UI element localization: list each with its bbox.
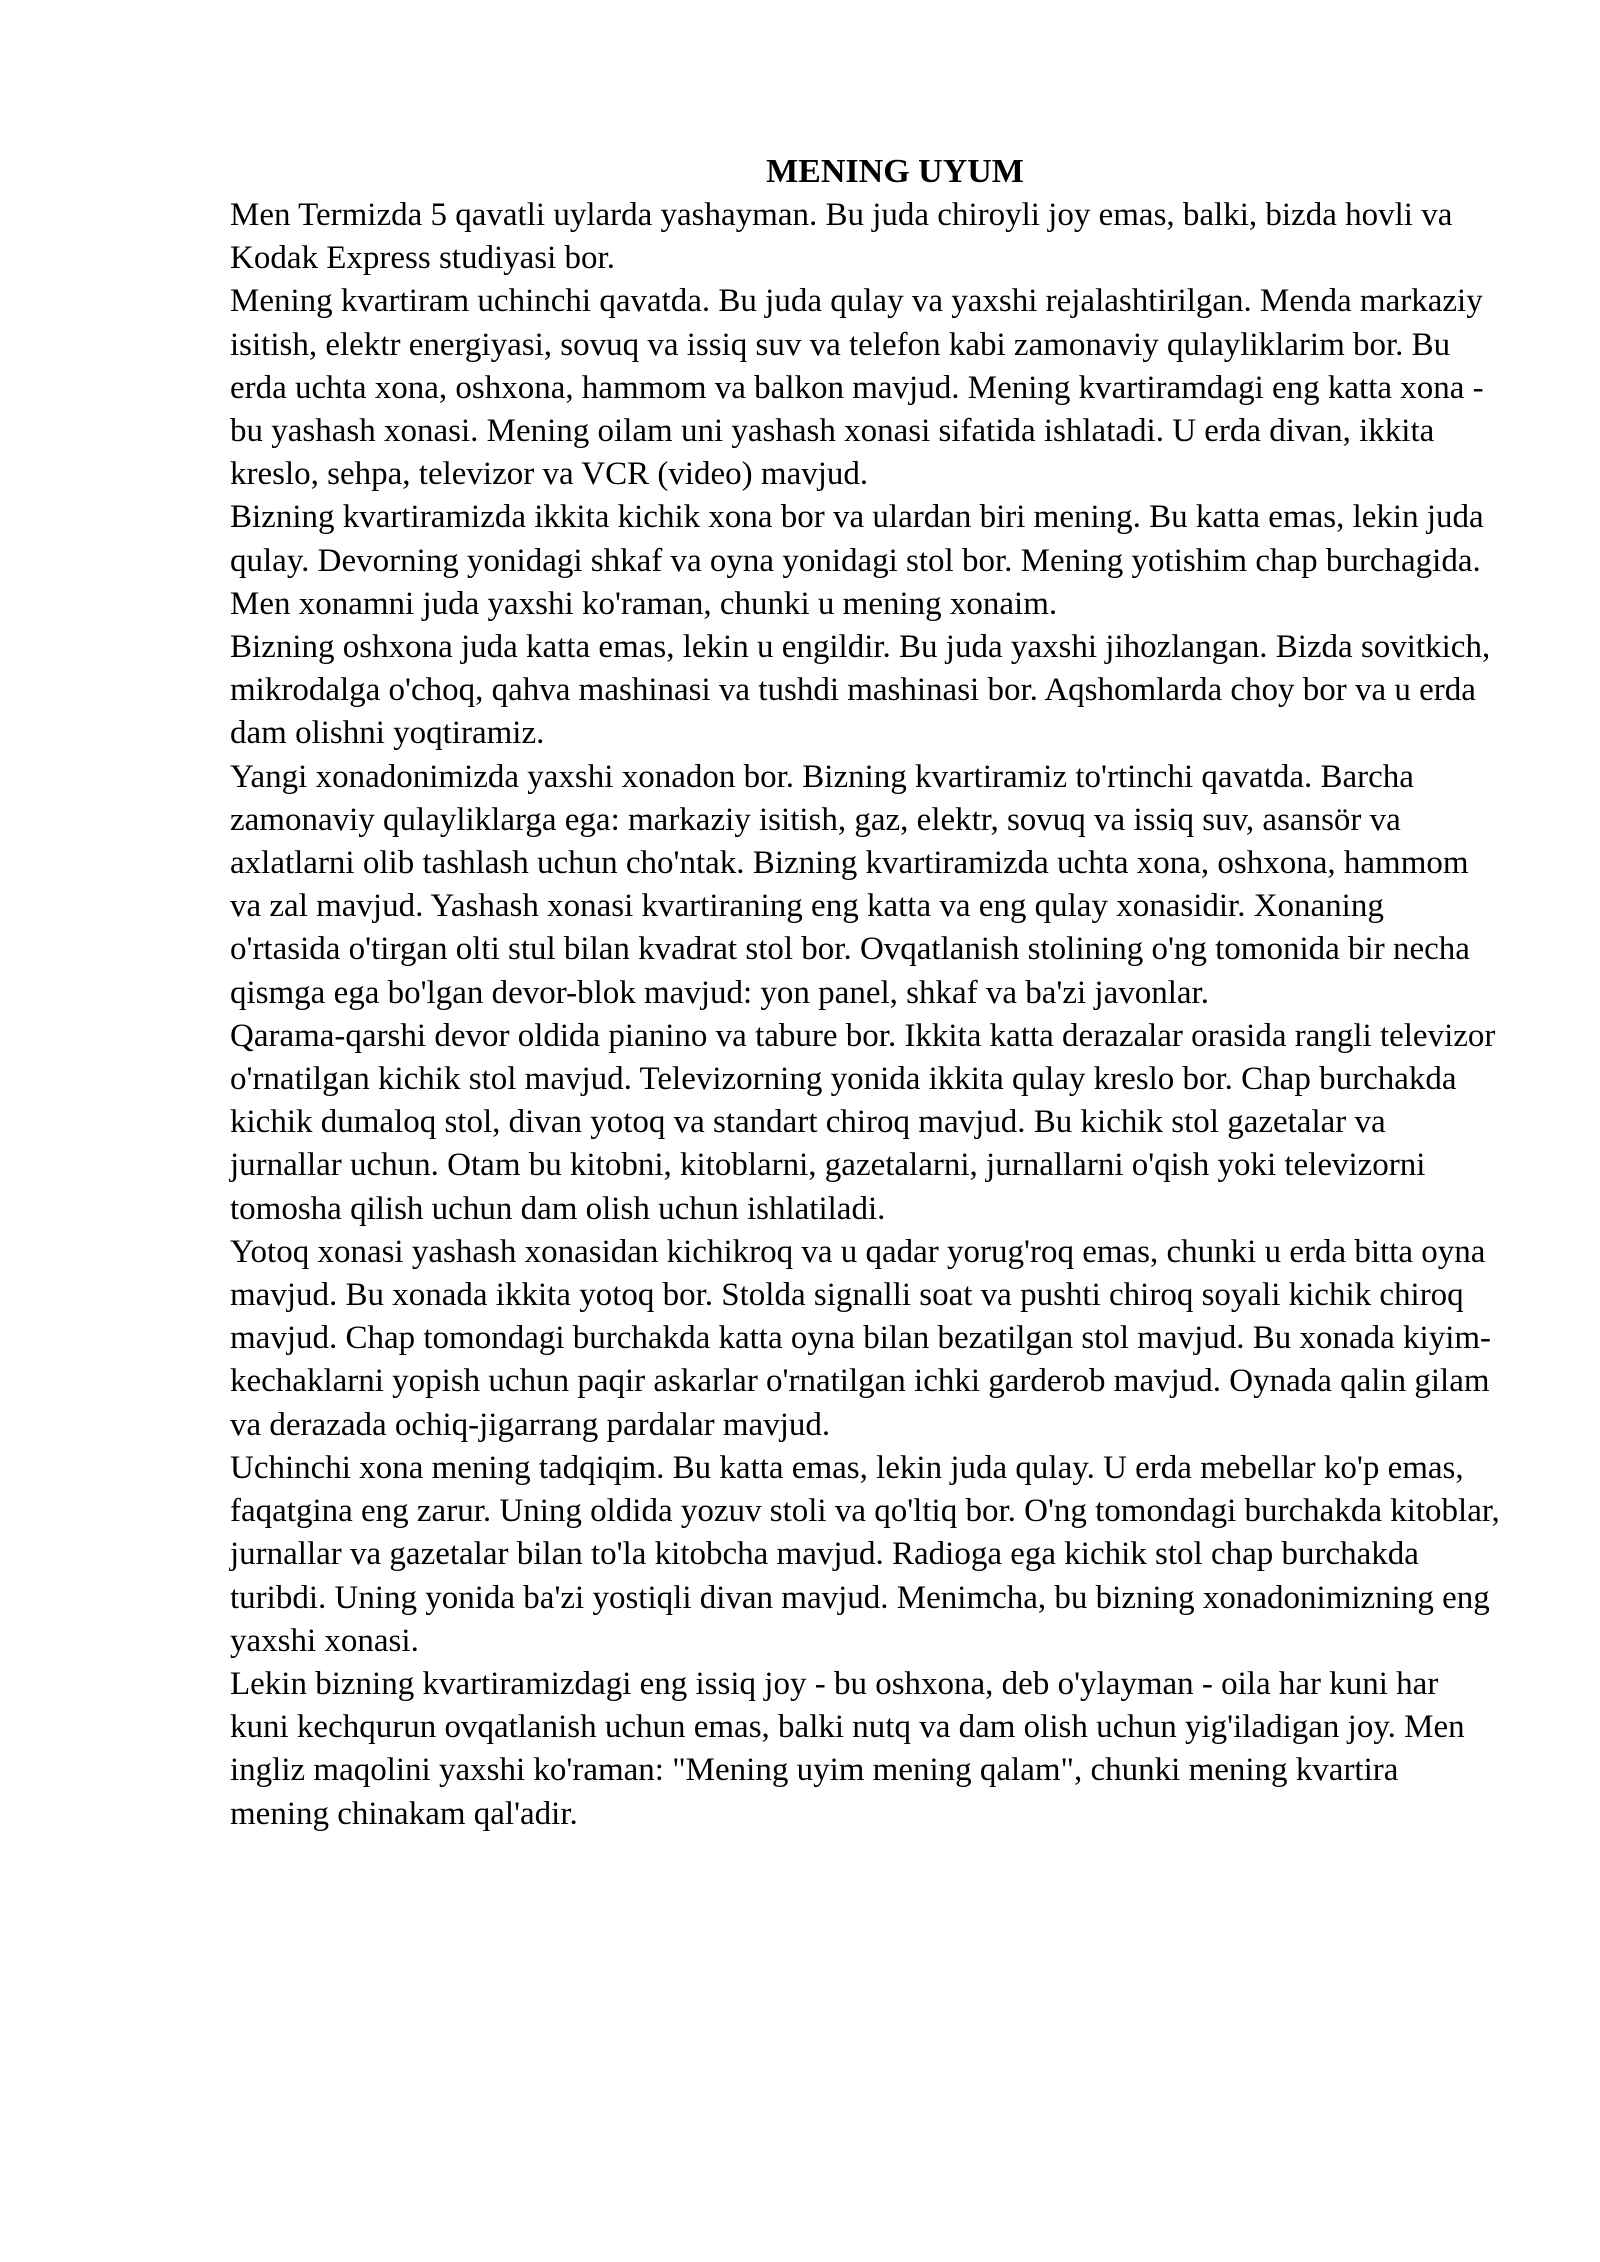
paragraph-9: Lekin bizning kvartiramizdagi eng issiq joy - bu oshxona, deb o'ylayman - oila har kuni har kuni kechqurun ovqatlanish uchun emas, balki nutq va dam olish uchun yig'iladigan joy. Men ingliz maqolini yaxshi ko'raman: "Mening uyim mening qalam", chunki mening kvartira mening chinakam qal'adir. xyxy=(230,1665,1465,1832)
paragraph-5: Yangi xonadonimizda yaxshi xonadon bor. Bizning kvartiramiz to'rtinchi qavatda. Barcha zamonaviy qulayliklarga ega: markaziy isitish, gaz, elektr, sovuq va issiq suv, asansör va axlatlarni olib tashlash uchun cho'ntak. Bizning kvartiramizda uchta xona, oshxona, hammom va zal mavjud. Yashash xonasi kvartiraning eng katta va eng qulay xonasidir. Xonaning o'rtasida o'tirgan olti stul bilan kvadrat stol bor. Ovqatlanish stolining o'ng tomonida bir necha qismga ega bo'lgan devor-blok mavjud: yon panel, shkaf va ba'zi javonlar. xyxy=(230,758,1470,1011)
paragraph-7: Yotoq xonasi yashash xonasidan kichikroq va u qadar yorug'roq emas, chunki u erda bitta oyna mavjud. Bu xonada ikkita yotoq bor. Stolda signalli soat va pushti chiroq soyali kichik chiroq mavjud. Chap tomondagi burchakda katta oyna bilan bezatilgan stol mavjud. Bu xonada kiyim-kechaklarni yopish uchun paqir askarlar o'rnatilgan ichki garderob mavjud. Oynada qalin gilam va derazada ochiq-jigarrang pardalar mavjud. xyxy=(230,1233,1492,1443)
paragraph-6: Qarama-qarshi devor oldida pianino va tabure bor. Ikkita katta derazalar orasida rangli televizor o'rnatilgan kichik stol mavjud. Televizorning yonida ikkita qulay kreslo bor. Chap burchakda kichik dumaloq stol, divan yotoq va standart chiroq mavjud. Bu kichik stol gazetalar va jurnallar uchun. Otam bu kitobni, kitoblarni, gazetalarni, jurnallarni o'qish yoki televizorni tomosha qilish uchun dam olish uchun ishlatiladi. xyxy=(230,1017,1496,1227)
paragraph-4: Bizning oshxona juda katta emas, lekin u engildir. Bu juda yaxshi jihozlangan. Bizda sovitkich, mikrodalga o'choq, qahva mashinasi va tushdi mashinasi bor. Aqshomlarda choy bor va u erda dam olishni yoqtiramiz. xyxy=(230,629,1491,752)
paragraph-3: Bizning kvartiramizda ikkita kichik xona bor va ulardan biri mening. Bu katta emas, lekin juda qulay. Devorning yonidagi shkaf va oyna yonidagi stol bor. Mening yotishim chap burchagida. Men xonamni juda yaxshi ko'raman, chunki u mening xonaim. xyxy=(230,499,1484,622)
paragraph-1: Men Termizda 5 qavatli uylarda yashayman. Bu juda chiroyli joy emas, balki, bizda hovli va Kodak Express studiyasi bor. xyxy=(230,197,1453,277)
document-page xyxy=(230,150,1500,1836)
paragraph-2: Mening kvartiram uchinchi qavatda. Bu juda qulay va yaxshi rejalashtirilgan. Menda markaziy isitish, elektr energiyasi, sovuq va issiq suv va telefon kabi zamonaviy qulayliklarim bor. Bu erda uchta xona, oshxona, hammom va balkon mavjud. Mening kvartiramdagi eng katta xona - bu yashash xonasi. Mening oilam uni yashash xonasi sifatida ishlatadi. U erda divan, ikkita kreslo, sehpa, televizor va VCR (video) mavjud. xyxy=(230,283,1484,493)
document-title: MENING UYUM xyxy=(766,153,1024,190)
paragraph-8: Uchinchi xona mening tadqiqim. Bu katta emas, lekin juda qulay. U erda mebellar ko'p emas, faqatgina eng zarur. Uning oldida yozuv stoli va qo'ltiq bor. O'ng tomondagi burchakda kitoblar, jurnallar va gazetalar bilan to'la kitobcha mavjud. Radioga ega kichik stol chap burchakda turibdi. Uning yonida ba'zi yostiqli divan mavjud. Menimcha, bu bizning xonadonimizning eng yaxshi xonasi. xyxy=(230,1449,1500,1659)
